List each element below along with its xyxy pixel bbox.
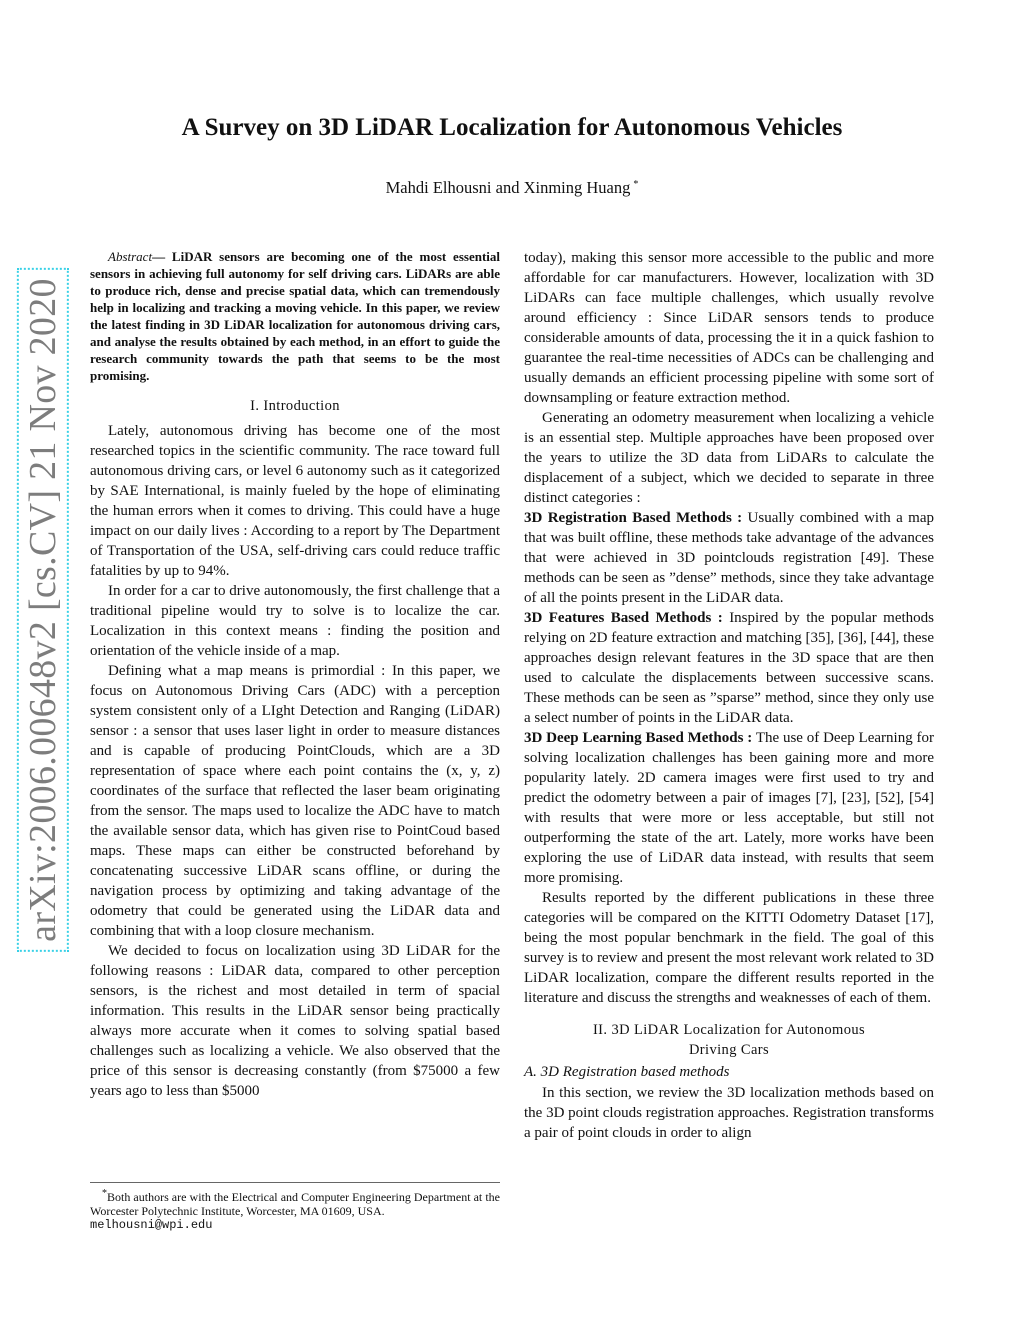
author-footnote-mark: * xyxy=(633,179,639,190)
section-heading-introduction: I. Introduction xyxy=(250,398,340,414)
author-line xyxy=(0,178,1024,198)
category-features xyxy=(524,608,934,728)
arxiv-identifier: arXiv:2006.00648v2 [cs.CV] 21 Nov 2020 xyxy=(17,268,69,952)
intro-paragraph-6: Generating an odometry measurement when localizing a vehicle is an essential step. Multiple approaches have been proposed over the years to utilize the 3D data from LiDARs to calculate the displacement of a subject, which we decided to separate in three distinct categories : xyxy=(524,410,934,506)
footnote xyxy=(90,1182,500,1232)
category-registration xyxy=(524,508,934,608)
intro-paragraph-5: today), making this sensor more accessible to the public and more affordable for car manufacturers. However, localization with 3D LiDARs can face multiple challenges, which usually revolve around efficiency : Since LiDAR sensors tends to produce considerable amounts of data, processing the it in a quick fashion to guarantee the real-time necessities of ADCs can be challenging and usually demands an efficient processing pipeline with some sort of downsampling or feature extraction method. xyxy=(524,250,934,406)
right-column xyxy=(524,248,934,1143)
category-registration-head: 3D Registration Based Methods : xyxy=(524,510,743,526)
footnote-affiliation: Both authors are with the Electrical and Computer Engineering Department at the Worcester Polytechnic Institute, Worcester, MA 01609, USA. xyxy=(90,1190,500,1218)
intro-paragraph-3: Defining what a map means is primordial : In this paper, we focus on Autonomous Driving Cars (ADC) with a perception system consistent only of a LIght Detection and Ranging (LiDAR) sensor : a sensor that uses laser light in order to measure distances and is capable of producing PointClouds, which are a 3D representation of space where each point contains the (x, y, z) coordinates of the surface that reflected the laser beam originating from the sensor. The maps used to localize the ADC have to match the available sensor data, which has given rise to PointCoud based maps. These maps can either be constructed beforehand by concatenating successive LiDAR scans offline, or during the navigation process by optimizing and taking advantage of the odometry that could be generated using the LiDAR data and combining that with a loop closure mechanism. xyxy=(90,663,500,939)
intro-closing-paragraph: Results reported by the different publications in these three categories will be compared on the KITTI Odometry Dataset [17], being the most popular benchmark in the field. The goal of this survey is to review and present the most relevant work related to 3D LiDAR localization, compare the different results reported in the literature and discuss the strengths and weaknesses of each of them. xyxy=(524,890,934,1006)
abstract-dash: — xyxy=(152,249,166,264)
arxiv-side-stamp xyxy=(20,278,65,942)
abstract-label: Abstract xyxy=(108,249,153,264)
section-heading-line-2: Driving Cars xyxy=(688,1042,770,1058)
footnote-mark: * xyxy=(102,1188,107,1199)
category-deep-learning-text: The use of Deep Learning for solving localization challenges has been gaining more and more popularity lately. 2D camera images were first used to try and predict the odometry between a pair of images [7], [23], [52], [54] with results that were more or less acceptable, but still not outperforming the state of the art. Lately, more works have been exploring the use of LiDAR data instead, with results that seem more promising. xyxy=(524,730,935,886)
abstract-text: LiDAR sensors are becoming one of the most essential sensors in achieving full autonomy for self driving cars. LiDARs are able to produce rich, dense and precise spatial data, which can tremendously help in localizing and tracking a moving vehicle. In this paper, we review the latest finding in 3D LiDAR localization for autonomous driving cars, and analyse the results obtained by each method, in an effort to guide the research community towards the path that seems to be the most promising. xyxy=(90,249,501,383)
category-deep-learning xyxy=(524,728,934,888)
registration-paragraph: In this section, we review the 3D localization methods based on the 3D point clouds registration approaches. Registration transforms a pair of point clouds in order to align xyxy=(524,1085,934,1141)
category-features-head: 3D Features Based Methods : xyxy=(524,610,723,626)
intro-paragraph-1: Lately, autonomous driving has become one of the most researched topics in the scientific community. The race toward full autonomous driving cars, or level 6 autonomy such as it categorized by SAE International, is mainly fueled by the hope of eliminating the human errors when it comes to driving. This could have a huge impact on our daily lives : According to a report by The Department of Transportation of the USA, self-driving cars could reduce traffic fatalities by up to 94%. xyxy=(90,423,500,579)
category-deep-learning-head: 3D Deep Learning Based Methods : xyxy=(524,730,753,746)
intro-paragraph-4: We decided to focus on localization using 3D LiDAR for the following reasons : LiDAR data, compared to other perception sensors, is the richest and most detailed in term of spacial information. This results in the LiDAR sensor being practically always more accurate when it comes to solving spatial based challenges such as localizing a vehicle. We also observed that the price of this sensor is decreasing constantly (from $75000 a few years ago to less than $5000 xyxy=(90,943,500,1099)
paper-title: A Survey on 3D LiDAR Localization for Autonomous Vehicles xyxy=(181,114,843,141)
subsection-heading: A. 3D Registration based methods xyxy=(524,1064,730,1080)
category-features-text: Inspired by the popular methods relying on 2D feature extraction and matching [35], [36], [44], these approaches design relevant features in the 3D space that are then used to calculate the displacements between successive scans. These methods can be seen as ”sparse” method, since they only use a select number of points in the LiDAR data. xyxy=(524,610,935,726)
abstract xyxy=(90,248,500,384)
left-column xyxy=(90,248,500,1101)
section-heading-line-1: II. 3D LiDAR Localization for Autonomous xyxy=(592,1022,866,1038)
intro-paragraph-2: In order for a car to drive autonomously, the first challenge that a traditional pipeline would try to solve is to localize the car. Localization in this context means : finding the position and orientation of the vehicle inside of a map. xyxy=(90,583,500,659)
footnote-text xyxy=(90,1187,500,1218)
category-registration-text: Usually combined with a map that was built offline, these methods take advantage of the advances that were achieved in 3D pointclouds registration [49]. These methods can be seen as ”dense” methods, since they take advantage of all the points present in the LiDAR data. xyxy=(524,510,934,606)
footnote-email: melhousni@wpi.edu xyxy=(90,1218,213,1232)
section-heading-localization xyxy=(524,1020,934,1060)
author-names: Mahdi Elhousni and Xinming Huang xyxy=(385,178,631,197)
